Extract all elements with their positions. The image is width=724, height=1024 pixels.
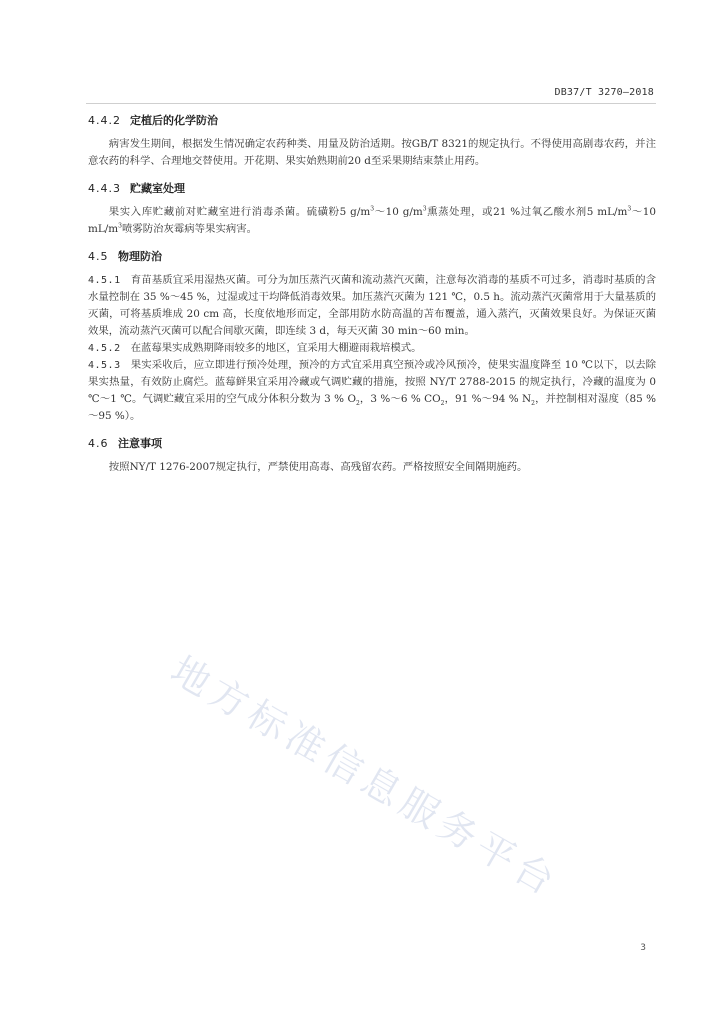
section-paragraph-4-4-3 — [88, 204, 656, 238]
clause-text: 在蓝莓果实成熟期降雨较多的地区，宜采用大棚避雨栽培模式。 — [130, 342, 422, 354]
section-title: 物理防治 — [118, 250, 162, 263]
section-number: 4.5 — [88, 250, 109, 263]
section-heading-4-5 — [88, 248, 656, 266]
clause-text: ，并控制相对湿度（85 %～95 %）。 — [88, 393, 656, 422]
paragraph-text: ～10 g/m — [374, 206, 423, 218]
clause-text: 果实采收后，应立即进行预冷处理，预冷的方式宜采用真空预冷或冷风预冷，使果实温度降至 10 ℃以下，以去除果实热量，有效防止腐烂。蓝莓鲜果宜采用冷藏或气调贮藏的措施，按照 NY/T 2788-2015 的规定执行，冷藏的温度为 0 ℃～1 ℃。气调贮藏宜采用的空气成分体积分数为 3 % O — [88, 359, 656, 405]
document-body — [88, 112, 656, 476]
paragraph-text: 喷雾防治灰霉病等果实病害。 — [121, 223, 258, 235]
clause-4-5-3 — [88, 357, 656, 425]
clause-text: 育苗基质宜采用湿热灭菌。可分为加压蒸汽灭菌和流动蒸汽灭菌，注意每次消毒的基质不可过多，消毒时基质的含水量控制在 35 %～45 %，过湿或过干均降低消毒效果。加压蒸汽灭菌为 121 ℃，0.5 h。流动蒸汽灭菌常用于大量基质的灭菌，可将基质堆成 20 cm 高，长度依地形而定，全部用防水防高温的苫布覆盖，通入蒸汽，灭菌效果良好。为保证灭菌效果，流动蒸汽灭菌可以配合间歇灭菌，即连续 3 d，每天灭菌 30 min～60 min。 — [88, 274, 656, 337]
clause-text: ，91 %～94 % N — [444, 393, 532, 405]
clause-4-5-2 — [88, 340, 656, 357]
clause-text: ，3 %～6 % CO — [359, 393, 441, 405]
watermark-text: 地方标准信息服务平台 — [163, 647, 567, 906]
section-heading-4-4-2 — [88, 112, 656, 130]
subscript: 2 — [531, 400, 535, 408]
subscript: 2 — [355, 400, 360, 408]
section-number: 4.4.2 — [88, 114, 121, 127]
superscript: 3 — [422, 205, 427, 213]
section-heading-4-6 — [88, 435, 656, 453]
superscript: 3 — [118, 222, 122, 230]
clause-4-5-1 — [88, 272, 656, 340]
superscript: 3 — [370, 205, 375, 213]
section-title: 注意事项 — [118, 437, 162, 450]
section-title: 贮藏室处理 — [130, 182, 185, 195]
document-code: DB37/T 3270—2018 — [554, 87, 654, 98]
superscript: 3 — [627, 205, 632, 213]
header-divider — [86, 103, 656, 104]
clause-number: 4.5.2 — [88, 343, 121, 354]
clause-number: 4.5.1 — [88, 275, 121, 286]
clause-number: 4.5.3 — [88, 360, 121, 371]
paragraph-text: 熏蒸处理，或21 %过氧乙酸水剂5 mL/m — [426, 206, 628, 218]
section-heading-4-4-3 — [88, 180, 656, 198]
section-number: 4.6 — [88, 437, 109, 450]
paragraph-text: ～10 mL/m — [88, 206, 656, 235]
subscript: 2 — [440, 400, 445, 408]
section-paragraph-4-6: 按照NY/T 1276-2007规定执行，严禁使用高毒、高残留农药。严格按照安全间隔期施药。 — [108, 461, 528, 473]
page-number: 3 — [640, 943, 646, 953]
section-title: 定植后的化学防治 — [130, 114, 218, 127]
paragraph-text: 果实入库贮藏前对贮藏室进行消毒杀菌。硫磺粉5 g/m — [108, 206, 371, 218]
section-number: 4.4.3 — [88, 182, 121, 195]
section-paragraph-4-4-2: 病害发生期间，根据发生情况确定农药种类、用量及防治适期。按GB/T 8321的规定执行。不得使用高剧毒农药，并注意农药的科学、合理地交替使用。开花期、果实始熟期前20 d至采果期结束禁止用药。 — [88, 138, 656, 167]
